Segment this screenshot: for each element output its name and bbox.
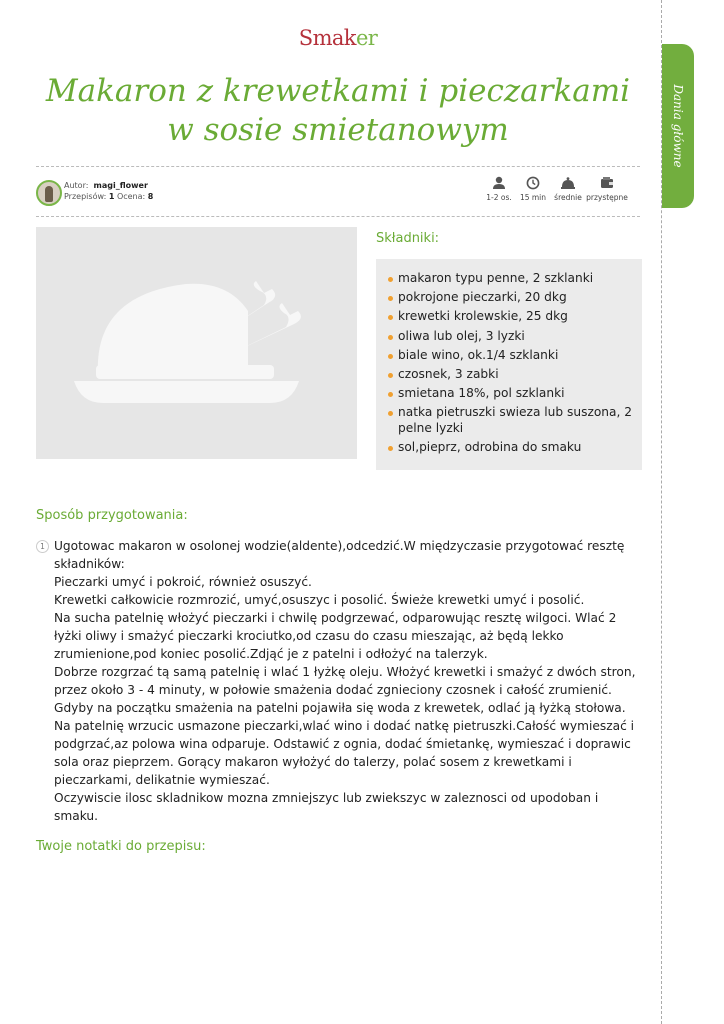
recipe-photo-placeholder (36, 227, 357, 459)
divider-top (36, 166, 640, 167)
notes-heading: Twoje notatki do przepisu: (36, 839, 206, 854)
ingredient-item: biale wino, ok.1/4 szklanki (386, 348, 636, 364)
ingredient-item: oliwa lub olej, 3 lyzki (386, 329, 636, 345)
difficulty-info (551, 176, 585, 202)
step-paragraph: Dobrze rozgrzać tą samą patelnię i wlać 1 łyżkę oleju. Włożyć krewetki i smażyć z dwóch stron, przez około 3 - 4 minuty, w połowie smażenia dodać zgnieciony czosnek i całość zrumienić. (54, 665, 636, 697)
preparation-heading: Sposób przygotowania: (36, 508, 188, 523)
recipes-count: 1 (108, 192, 115, 201)
smaker-logo (0, 26, 676, 50)
time-label: 15 min (519, 193, 547, 202)
difficulty-label: średnie (554, 193, 582, 202)
ingredient-item: natka pietruszki swieza lub suszona, 2 pelne lyzki (386, 405, 636, 436)
step-paragraph: Ugotowac makaron w osolonej wodzie(aldente),odcedzić.W międzyczasie przygotować resztę składników: (54, 539, 625, 571)
author-label: Autor: (64, 181, 89, 190)
chef-hat-icon (560, 176, 576, 190)
step-number-badge: 1 (36, 540, 49, 553)
step-paragraph: Na patelnię wrzucic usmazone pieczarki,wlać wino i dodać natkę pietruszki.Całość wymieszać i podgrzać,az polowa wina odparuje. Odstawić z ognia, dodać śmietankę, wymieszać i doprawic sola oraz pieprzem. Gorący makaron wyłożyć do talerzy, polać sosem z krewetkami i pieczarkami, delikatnie wymieszać. (54, 719, 635, 787)
recipe-title: Makaron z krewetkami i pieczarkami w sosie smietanowym (45, 73, 631, 148)
ingredient-item: krewetki krolewskie, 25 dkg (386, 309, 636, 325)
step-paragraph: Krewetki całkowicie rozmrozić, umyć,osuszyc i posolić. Świeże krewetki umyć i posolić. (54, 593, 585, 607)
servings-info (484, 176, 514, 202)
roast-chicken-icon (36, 227, 357, 459)
recipes-label: Przepisów: (64, 192, 107, 201)
wallet-icon (600, 176, 614, 190)
ingredient-item: sol,pieprz, odrobina do smaku (386, 440, 636, 456)
category-tab-label: Dania główne (671, 84, 685, 168)
time-info (517, 176, 549, 202)
author-name: magi_flower (93, 181, 148, 190)
cost-label: przystępne (586, 193, 628, 202)
servings-label: 1-2 os. (486, 193, 512, 202)
ingredients-box (376, 259, 642, 470)
author-avatar (36, 180, 62, 206)
ingredient-item: smietana 18%, pol szklanki (386, 386, 636, 402)
logo-part-smak: Smak (298, 26, 356, 50)
ingredient-item: makaron typu penne, 2 szklanki (386, 271, 636, 287)
ingredients-list (376, 259, 642, 456)
step-paragraph: Pieczarki umyć i pokroić, również osuszyć. (54, 575, 312, 589)
ingredients-heading: Składniki: (376, 231, 440, 246)
rating-value: 8 (147, 192, 154, 201)
person-icon (492, 176, 506, 190)
logo-part-er: er (355, 26, 378, 50)
step-paragraph: Oczywiscie ilosc skladnikow mozna zmniejszyc lub zwiekszyc w zaleznosci od upodoban i smaku. (54, 791, 599, 823)
category-tab (662, 44, 694, 208)
step-text (54, 537, 640, 825)
step-paragraph: Gdyby na początku smażenia na patelni pojawiła się woda z krewetek, odlać ją łyżką stołowa. (54, 701, 626, 715)
clock-icon (526, 176, 540, 190)
author-meta (64, 180, 153, 202)
cost-info (586, 176, 628, 202)
divider-author (36, 216, 640, 217)
rating-label: Ocena: (116, 192, 146, 201)
ingredient-item: pokrojone pieczarki, 20 dkg (386, 290, 636, 306)
step-paragraph: Na sucha patelnię włożyć pieczarki i chwilę podgrzewać, odparowując resztę wilgoci. Wlać 2 łyżki oliwy i smażyć pieczarki krociutko,od czasu do czasu mieszając, aż będą lekko zrumienione,pod koniec posolić.Zdjąć je z patelni i odłożyć na talerzyk. (54, 611, 617, 661)
ingredient-item: czosnek, 3 zabki (386, 367, 636, 383)
